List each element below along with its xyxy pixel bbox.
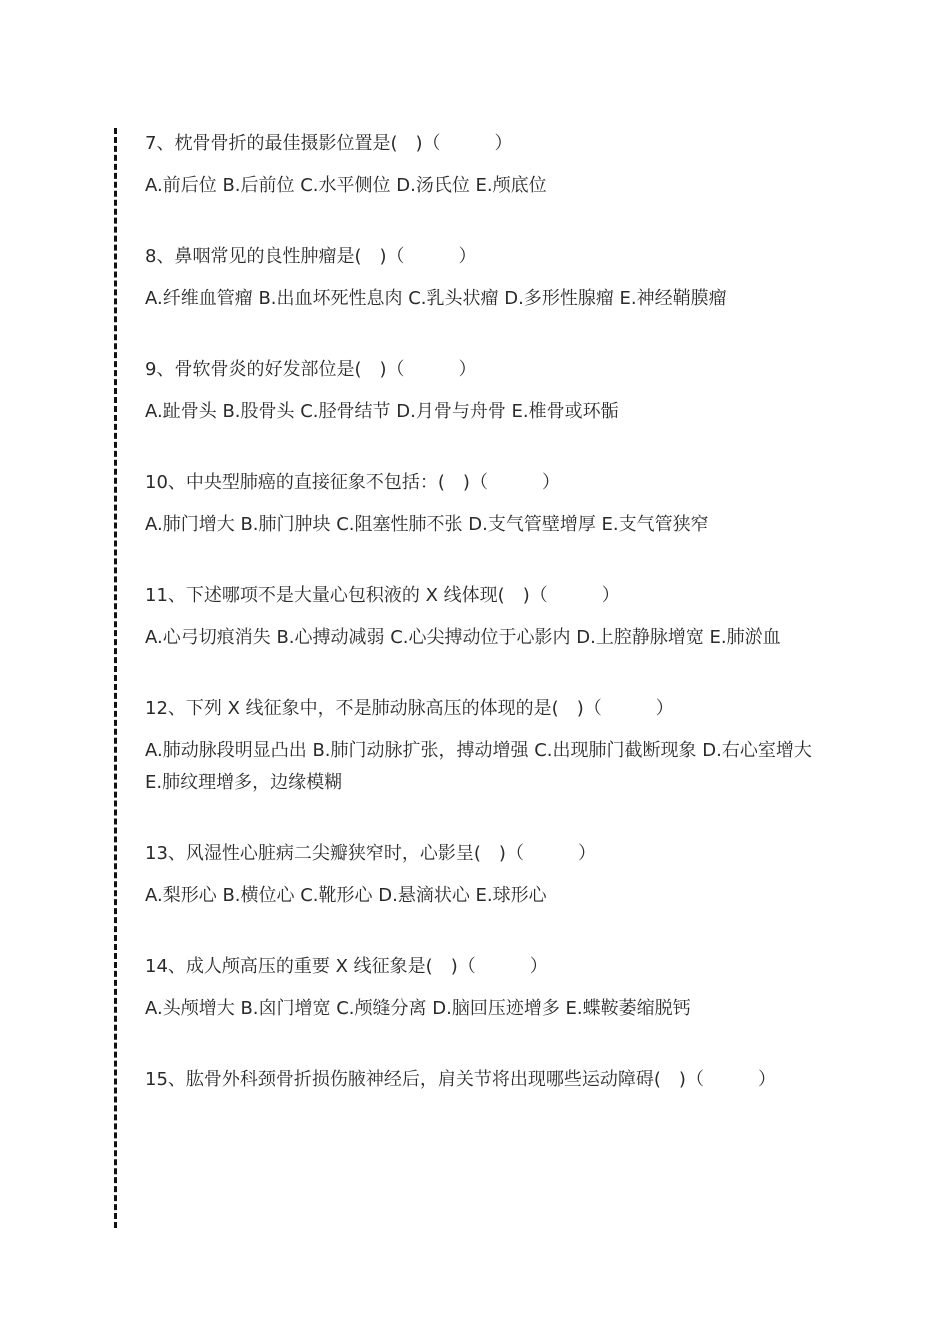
question-options: A.心弓切痕消失 B.心搏动减弱 C.心尖搏动位于心影内 D.上腔静脉增宽 E.肺淤血 [145, 627, 781, 648]
question-stem: 15、肱骨外科颈骨折损伤腋神经后，肩关节将出现哪些运动障碍( )（ ） [145, 1069, 776, 1090]
question-stem: 13、风湿性心脏病二尖瓣狭窄时，心影呈( )（ ） [145, 843, 596, 864]
question-options: A.头颅增大 B.囟门增宽 C.颅缝分离 D.脑回压迹增多 E.蝶鞍萎缩脱钙 [145, 998, 691, 1019]
question-item [145, 241, 815, 315]
question-item [145, 467, 815, 541]
question-item [145, 1064, 815, 1096]
question-stem: 9、骨软骨炎的好发部位是( )（ ） [145, 359, 477, 380]
question-stem: 14、成人颅高压的重要 X 线征象是( )（ ） [145, 956, 548, 977]
question-options: A.前后位 B.后前位 C.水平侧位 D.汤氏位 E.颅底位 [145, 175, 547, 196]
question-stem: 7、枕骨骨折的最佳摄影位置是( )（ ） [145, 133, 513, 154]
question-item [145, 951, 815, 1025]
question-list [145, 128, 818, 1135]
question-item [145, 693, 818, 799]
question-stem: 12、下列 X 线征象中，不是肺动脉高压的体现的是( )（ ） [145, 698, 674, 719]
question-stem: 11、下述哪项不是大量心包积液的 X 线体现( )（ ） [145, 585, 620, 606]
question-item [145, 580, 815, 654]
question-options: A.梨形心 B.横位心 C.靴形心 D.悬滴状心 E.球形心 [145, 885, 547, 906]
question-options: A.趾骨头 B.股骨头 C.胫骨结节 D.月骨与舟骨 E.椎骨或环骺 [145, 401, 619, 422]
question-options: A.肺门增大 B.肺门肿块 C.阻塞性肺不张 D.支气管壁增厚 E.支气管狭窄 [145, 514, 709, 535]
question-options: A.肺动脉段明显凸出 B.肺门动脉扩张，搏动增强 C.出现肺门截断现象 D.右心室增大 E.肺纹理增多，边缘模糊 [145, 740, 818, 793]
question-stem: 8、鼻咽常见的良性肿瘤是( )（ ） [145, 246, 477, 267]
question-options: A.纤维血管瘤 B.出血坏死性息肉 C.乳头状瘤 D.多形性腺瘤 E.神经鞘膜瘤 [145, 288, 727, 309]
question-stem: 10、中央型肺癌的直接征象不包括：( )（ ） [145, 472, 560, 493]
margin-dashed-rule [114, 128, 117, 1228]
question-item [145, 838, 815, 912]
question-item [145, 354, 815, 428]
question-item [145, 128, 815, 202]
